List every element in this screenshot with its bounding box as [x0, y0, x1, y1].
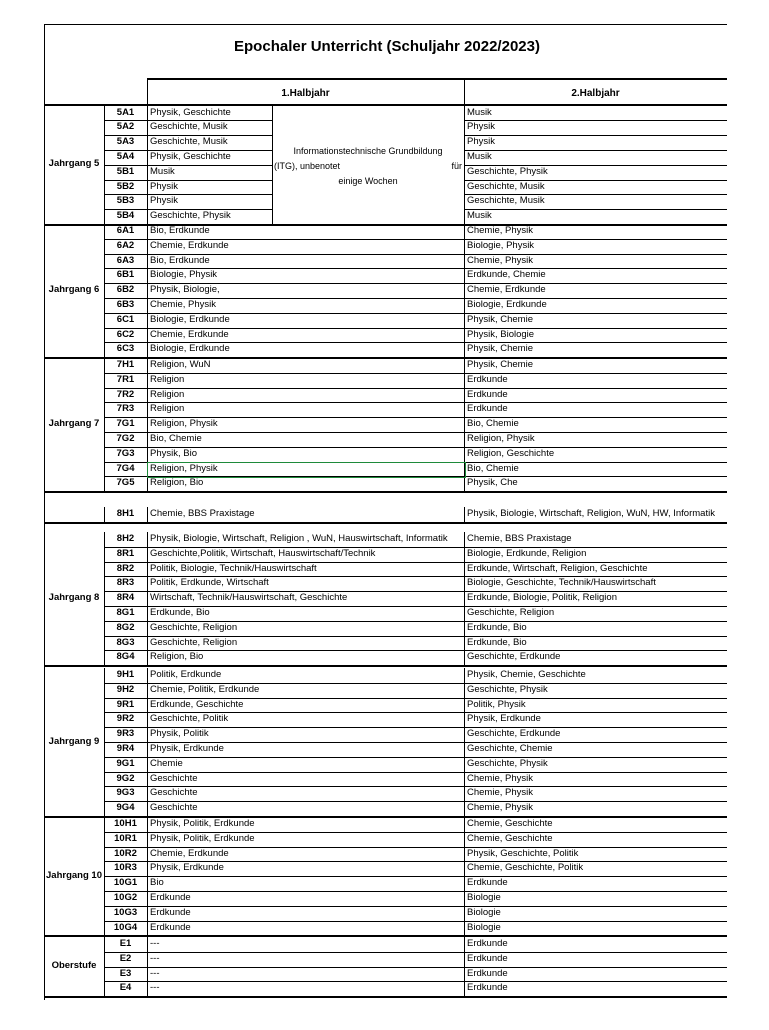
class-code: E2 — [119, 952, 132, 964]
class-code: E1 — [119, 938, 132, 949]
subjects-second-half: Musik — [467, 106, 492, 118]
class-code: 10H1 — [114, 818, 137, 829]
subjects-first-half: Religion, Bio — [150, 477, 204, 489]
subjects-first-half: Geschichte, Politik — [150, 713, 229, 725]
subjects-first-half: Geschichte — [150, 787, 198, 799]
subjects-second-half: Geschichte, Chemie — [467, 743, 553, 754]
subjects-second-half: Physik — [467, 121, 495, 133]
subjects-first-half: Geschichte,Politik, Wirtschaft, Hauswirtschaft/Technik — [150, 547, 376, 559]
class-code: 8G4 — [116, 651, 135, 663]
grade-label: Jahrgang 6 — [48, 284, 100, 296]
subjects-first-half: Bio, Erdkunde — [150, 254, 210, 266]
subjects-second-half: Biologie — [467, 906, 501, 918]
class-code: E3 — [119, 967, 132, 979]
subjects-first-half: Physik, Geschichte — [150, 106, 231, 118]
class-code: 6B1 — [116, 269, 135, 281]
class-code: 6B2 — [116, 284, 135, 296]
class-code: 5A2 — [116, 121, 135, 133]
grade-label: Jahrgang 9 — [48, 735, 100, 747]
subjects-second-half: Biologie, Physik — [467, 239, 535, 251]
header-first-half: 1.Halbjahr — [281, 88, 330, 99]
subjects-second-half: Musik — [467, 210, 492, 222]
subjects-first-half: Chemie, Physik — [150, 299, 216, 310]
class-code: 8H1 — [116, 508, 135, 519]
subjects-first-half: Chemie — [150, 757, 183, 769]
header-second-half: 2.Halbjahr — [571, 88, 620, 99]
class-code: 6A1 — [116, 225, 135, 236]
subjects-second-half: Chemie, Physik — [467, 772, 533, 784]
grade-label: Jahrgang 5 — [48, 158, 100, 170]
page-title: Epochaler Unterricht (Schuljahr 2022/2023) — [234, 38, 540, 55]
subjects-second-half: Physik, Biologie — [467, 328, 535, 340]
class-code: 5B2 — [116, 180, 135, 192]
subjects-second-half: Bio, Chemie — [467, 418, 519, 430]
subjects-first-half: Physik, Bio — [150, 447, 197, 459]
subjects-second-half: Erdkunde, Wirtschaft, Religion, Geschichte — [467, 562, 648, 574]
class-code: 9R4 — [116, 743, 135, 754]
class-code: 9R3 — [116, 728, 135, 740]
grade-label: Jahrgang 8 — [48, 592, 100, 604]
subjects-second-half: Physik, Geschichte, Politik — [467, 847, 579, 859]
itg-note-line2b: für — [451, 161, 462, 171]
header-divider-mid — [464, 78, 465, 106]
subjects-first-half: Physik, Biologie, Wirtschaft, Religion , WuN, Hauswirtschaft, Informatik — [150, 533, 448, 544]
class-code: 10R2 — [114, 847, 137, 859]
class-code: 8R4 — [116, 592, 135, 604]
subjects-second-half: Chemie, Physik — [467, 787, 533, 799]
class-code: 9G3 — [116, 787, 135, 799]
group-bottom-rule — [44, 996, 727, 998]
subjects-first-half: Geschichte, Musik — [150, 121, 228, 133]
subjects-first-half: Biologie, Erdkunde — [150, 343, 230, 355]
class-code: 5A3 — [116, 136, 135, 148]
class-code: 5A1 — [116, 106, 135, 118]
subjects-first-half: Bio, Chemie — [150, 433, 202, 444]
class-code: 7R2 — [116, 388, 135, 400]
subjects-second-half: Chemie, BBS Praxistage — [467, 533, 572, 544]
subjects-second-half: Geschichte, Erdkunde — [467, 651, 561, 663]
subjects-first-half: Bio — [150, 877, 164, 889]
subjects-second-half: Physik, Chemie — [467, 359, 533, 370]
class-code: 7G3 — [116, 447, 135, 459]
subjects-second-half: Erdkunde, Chemie — [467, 269, 546, 281]
subjects-first-half: Religion, WuN — [150, 359, 211, 370]
subjects-second-half: Chemie, Geschichte — [467, 832, 553, 844]
subjects-first-half: Physik, Politik, Erdkunde — [150, 818, 255, 829]
subjects-first-half: --- — [150, 938, 160, 949]
subjects-second-half: Erdkunde — [467, 982, 508, 994]
subjects-second-half: Erdkunde — [467, 952, 508, 964]
subjects-first-half: Physik, Erdkunde — [150, 862, 224, 874]
class-code: 6C3 — [116, 343, 135, 355]
subjects-second-half: Biologie, Geschichte, Technik/Hauswirtschaft — [467, 577, 656, 589]
subjects-first-half: Bio, Erdkunde — [150, 225, 210, 236]
class-code: 8G3 — [116, 636, 135, 648]
subjects-second-half: Physik, Erdkunde — [467, 713, 541, 725]
subjects-first-half: Religion — [150, 388, 185, 400]
subjects-first-half: Religion, Physik — [150, 462, 218, 474]
subjects-first-half: Erdkunde — [150, 892, 191, 903]
subjects-first-half: Physik, Erdkunde — [150, 743, 224, 754]
class-code: E4 — [119, 982, 132, 994]
subjects-first-half: Religion — [150, 373, 185, 385]
subjects-second-half: Erdkunde — [467, 403, 508, 415]
subjects-second-half: Erdkunde, Biologie, Politik, Religion — [467, 592, 617, 604]
subjects-second-half: Erdkunde — [467, 967, 508, 979]
subjects-second-half: Erdkunde — [467, 388, 508, 400]
subjects-second-half: Chemie, Physik — [467, 254, 533, 266]
subjects-second-half: Geschichte, Physik — [467, 165, 548, 177]
class-code: 9H2 — [116, 683, 135, 695]
subjects-first-half: Chemie, Politik, Erdkunde — [150, 683, 260, 695]
class-code: 9H1 — [116, 669, 135, 680]
subjects-second-half: Geschichte, Musik — [467, 180, 545, 192]
subjects-second-half: Musik — [467, 150, 492, 162]
subjects-second-half: Chemie, Physik — [467, 225, 533, 236]
class-code: 7G5 — [116, 477, 135, 489]
class-code: 6A2 — [116, 239, 135, 251]
class-code: 6C1 — [116, 313, 135, 325]
subjects-first-half: Erdkunde — [150, 906, 191, 918]
subjects-second-half: Erdkunde — [467, 877, 508, 889]
subjects-first-half: Chemie, Erdkunde — [150, 239, 229, 251]
subjects-first-half: Chemie, BBS Praxistage — [150, 508, 255, 519]
class-code: 6A3 — [116, 254, 135, 266]
subjects-first-half: --- — [150, 967, 160, 979]
subjects-second-half: Politik, Physik — [467, 698, 526, 710]
subjects-first-half: Erdkunde — [150, 921, 191, 933]
subjects-second-half: Physik — [467, 136, 495, 148]
class-code: 9G2 — [116, 772, 135, 784]
class-code: 8H2 — [116, 533, 135, 544]
class-code: 7G4 — [116, 462, 135, 474]
class-code: 10G3 — [113, 906, 138, 918]
subjects-first-half: Physik, Biologie, — [150, 284, 220, 296]
subjects-first-half: Politik, Erdkunde — [150, 669, 222, 680]
class-code: 8R2 — [116, 562, 135, 574]
itg-note-line2a: (ITG), unbenotet — [274, 161, 341, 171]
subjects-second-half: Erdkunde, Bio — [467, 621, 527, 633]
class-code: 7R1 — [116, 373, 135, 385]
class-code: 8G1 — [116, 607, 135, 618]
class-code: 5B3 — [116, 195, 135, 207]
subjects-second-half: Biologie, Erdkunde — [467, 299, 547, 310]
itg-note-line3: einige Wochen — [338, 176, 398, 186]
subjects-first-half: Geschichte, Physik — [150, 210, 231, 222]
subjects-second-half: Geschichte, Musik — [467, 195, 545, 207]
subjects-first-half: Physik, Politik — [150, 728, 209, 740]
subjects-first-half: Geschichte — [150, 772, 198, 784]
subjects-second-half: Geschichte, Erdkunde — [467, 728, 561, 740]
grade-label: Oberstufe — [51, 960, 97, 972]
class-code: 8R3 — [116, 577, 135, 589]
class-code: 6C2 — [116, 328, 135, 340]
itg-note-line1: Informationstechnische Grundbildung — [293, 146, 443, 156]
subjects-second-half: Chemie, Geschichte — [467, 818, 553, 829]
subjects-second-half: Chemie, Physik — [467, 802, 533, 814]
class-code: 7G1 — [116, 418, 135, 430]
class-code: 9G1 — [116, 757, 135, 769]
subjects-first-half: Erdkunde, Bio — [150, 607, 210, 618]
grade-label: Jahrgang 7 — [48, 418, 100, 430]
subjects-second-half: Physik, Chemie, Geschichte — [467, 669, 586, 680]
subjects-second-half: Erdkunde, Bio — [467, 636, 527, 648]
itg-note — [272, 144, 464, 189]
class-code: 7H1 — [116, 359, 135, 370]
subjects-first-half: Chemie, Erdkunde — [150, 847, 229, 859]
grade-label: Jahrgang 10 — [46, 869, 102, 881]
subjects-second-half: Chemie, Geschichte, Politik — [467, 862, 584, 874]
subjects-first-half: Physik — [150, 180, 178, 192]
subjects-second-half: Physik, Chemie — [467, 343, 533, 355]
class-code: 8G2 — [116, 621, 135, 633]
class-code: 8R1 — [116, 547, 135, 559]
class-code: 10G4 — [113, 921, 138, 933]
class-code: 10R3 — [114, 862, 137, 874]
subjects-first-half: Geschichte, Musik — [150, 136, 228, 148]
class-code: 9R2 — [116, 713, 135, 725]
subjects-second-half: Erdkunde — [467, 938, 508, 949]
header-divider-left — [147, 78, 148, 106]
subjects-first-half: Geschichte, Religion — [150, 636, 238, 648]
selected-cell[interactable] — [147, 462, 466, 479]
subjects-first-half: Politik, Erdkunde, Wirtschaft — [150, 577, 269, 589]
group-bottom-rule — [44, 665, 727, 667]
subjects-first-half: Religion — [150, 403, 185, 415]
subjects-second-half: Biologie — [467, 892, 501, 903]
class-code: 9G4 — [116, 802, 135, 814]
subjects-first-half: Religion, Physik — [150, 418, 218, 430]
subjects-first-half: Geschichte — [150, 802, 198, 814]
subjects-first-half: Politik, Biologie, Technik/Hauswirtschaft — [150, 562, 317, 574]
subjects-first-half: Religion, Bio — [150, 651, 204, 663]
header-top-rule — [147, 78, 727, 80]
subjects-first-half: --- — [150, 982, 160, 994]
subjects-second-half: Physik, Chemie — [467, 313, 533, 325]
subjects-first-half: Biologie, Physik — [150, 269, 218, 281]
class-code: 6B3 — [116, 299, 135, 310]
class-code: 5A4 — [116, 150, 135, 162]
subjects-second-half: Geschichte, Religion — [467, 607, 555, 618]
class-code: 10R1 — [114, 832, 137, 844]
subjects-second-half: Physik, Che — [467, 477, 518, 489]
subjects-second-half: Bio, Chemie — [467, 462, 519, 474]
subjects-first-half: Erdkunde, Geschichte — [150, 698, 244, 710]
class-code: 10G1 — [113, 877, 138, 889]
group-bottom-rule — [44, 522, 727, 524]
subjects-second-half: Religion, Geschichte — [467, 447, 555, 459]
subjects-first-half: Chemie, Erdkunde — [150, 328, 229, 340]
itg-divider — [272, 106, 273, 224]
subjects-first-half: Physik, Politik, Erdkunde — [150, 832, 255, 844]
class-code: 7G2 — [116, 433, 135, 444]
subjects-second-half: Biologie, Erdkunde, Religion — [467, 547, 587, 559]
class-code: 10G2 — [113, 892, 138, 903]
subjects-first-half: Geschichte, Religion — [150, 621, 238, 633]
class-code: 7R3 — [116, 403, 135, 415]
top-border — [44, 24, 727, 25]
subjects-second-half: Religion, Physik — [467, 433, 535, 444]
subjects-second-half: Physik, Biologie, Wirtschaft, Religion, WuN, HW, Informatik — [467, 508, 715, 519]
class-code: 5B1 — [116, 165, 135, 177]
subjects-first-half: Physik, Geschichte — [150, 150, 231, 162]
class-code: 5B4 — [116, 210, 135, 222]
subjects-first-half: Biologie, Erdkunde — [150, 313, 230, 325]
subjects-second-half: Chemie, Erdkunde — [467, 284, 546, 296]
subjects-first-half: --- — [150, 952, 160, 964]
group-bottom-rule — [44, 491, 727, 493]
subjects-first-half: Wirtschaft, Technik/Hauswirtschaft, Geschichte — [150, 592, 348, 604]
subjects-second-half: Geschichte, Physik — [467, 683, 548, 695]
subjects-second-half: Biologie — [467, 921, 501, 933]
subjects-first-half: Physik — [150, 195, 178, 207]
subjects-second-half: Geschichte, Physik — [467, 757, 548, 769]
subjects-second-half: Erdkunde — [467, 373, 508, 385]
subjects-first-half: Musik — [150, 165, 175, 177]
class-code: 9R1 — [116, 698, 135, 710]
